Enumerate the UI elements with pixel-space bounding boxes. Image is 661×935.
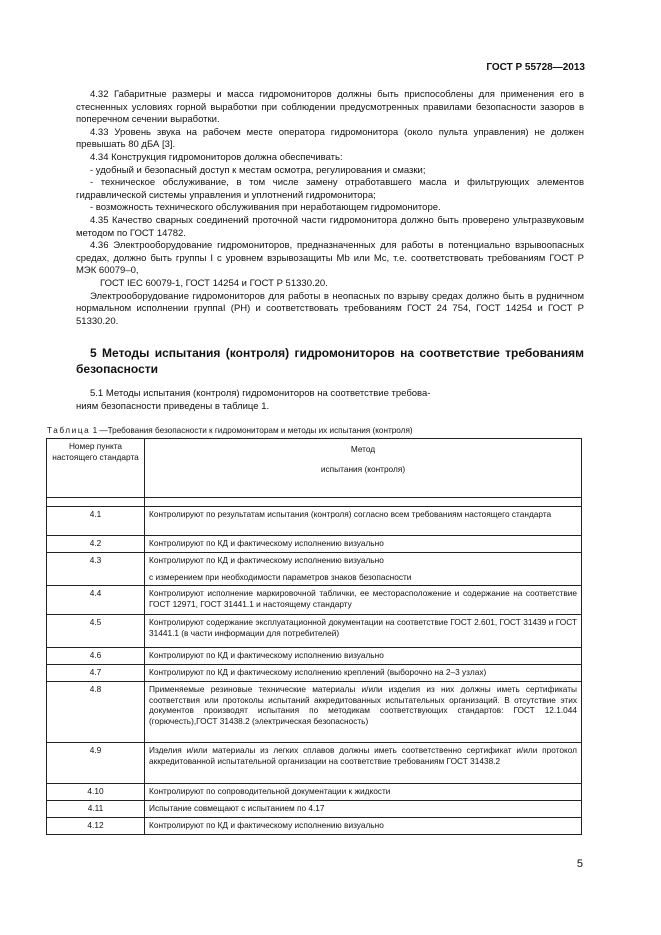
requirements-text [76, 89, 584, 328]
table-row [47, 586, 582, 615]
paragraph-4-34: 4.34 Конструкция гидромониторов должна обеспечивать: [90, 151, 343, 163]
table-row [47, 553, 582, 586]
row-method: Контролируют по КД и фактическому исполнению визуально [145, 648, 582, 665]
header-clause-number: Номер пункта настоящего стандарта [47, 439, 145, 498]
row-number: 4.10 [47, 784, 145, 801]
requirements-table [46, 438, 582, 835]
row-number: 4.9 [47, 743, 145, 784]
table-caption-text: 1 —Требования безопасности к гидромониторам и методы их испытания (контроля) [90, 426, 413, 435]
table-row [47, 743, 582, 784]
row-method: Контролируют по КД и фактическому исполнению креплений (выборочно на 2–3 узлах) [145, 665, 582, 682]
row-number: 4.6 [47, 648, 145, 665]
intro-line-2: ниям безопасности приведены в таблице 1. [76, 400, 270, 412]
table-row [47, 536, 582, 553]
section-title: 5 Методы испытания (контроля) гидромониторов на соответствие требованиям безопасности [76, 346, 584, 376]
row-method: Контролируют исполнение маркировочной таблички, ее месторасположение и содержание на соответствие ГОСТ 12971, ГОСТ 31441.1 и настоящему стандарту [145, 586, 582, 615]
row-number: 4.4 [47, 586, 145, 615]
header-method [145, 439, 582, 498]
table-row [47, 665, 582, 682]
paragraph-4-36: 4.36 Электрооборудование гидромониторов, предназначенных для работы в потенциально взрывоопасных средах, должно быть группы I с уровнем взрывозащиты Mb или Mc, т.е. соответствовать требованиям ГОСТ Р МЭК 60079–0, [76, 240, 584, 277]
header-method-line-1: Метод [350, 444, 376, 454]
list-item-service: - возможность технического обслуживания при неработающем гидромониторе. [90, 202, 441, 214]
row-number: 4.12 [47, 818, 145, 835]
row-method-line-2: с измерением при необходимости параметров знаков безопасности [149, 571, 412, 582]
row-method: Контролируют содержание эксплуатационной документации на соответствие ГОСТ 2.601, ГОСТ 31439 и ГОСТ 31441.1 (в части информации для потребителей) [145, 615, 582, 648]
table-caption-word: Таблица [47, 426, 91, 435]
section-intro [76, 388, 476, 413]
row-number: 4.7 [47, 665, 145, 682]
table-row [47, 507, 582, 536]
row-method: Применяемые резиновые технические материалы и/или изделия из них должны иметь сертификаты соответствия или протоколы испытаний аккредитованных испытательных организаций. В отсутствие этих документов производят испытания по методикам соответствующих стандартов: ГОСТ 12.1.044 (горючесть),ГОСТ 31438.2 (электрическая безопасность) [145, 682, 582, 743]
paragraph-4-35: 4.35 Качество сварных соединений проточной части гидромонитора должно быть проверено ультразвуковым методом по ГОСТ 14782. [76, 214, 584, 239]
paragraph-non-hazardous: Электрооборудование гидромониторов для работы в неопасных по взрыву средах должно быть в рудничном нормальном исполнении группаI (РН) и соответствовать требованиям ГОСТ 24 754, ГОСТ 14254 и ГОСТ Р 51330.20. [76, 290, 584, 327]
table-row [47, 648, 582, 665]
row-method-line-1: Контролируют по КД и фактическому исполнению визуально [149, 555, 384, 565]
row-method: Контролируют по результатам испытания (контроля) согласно всем требованиям настоящего стандарта [145, 507, 582, 536]
list-item-access: - удобный и безопасный доступ к местам осмотра, регулирования и смазки; [90, 164, 426, 176]
paragraph-4-36-standards: ГОСТ IEC 60079-1, ГОСТ 14254 и ГОСТ Р 51330.20. [100, 277, 328, 289]
document-header: ГОСТ Р 55728—2013 [486, 62, 585, 73]
table-row [47, 818, 582, 835]
table-spacer-row [47, 498, 582, 507]
list-item-maintenance: - техническое обслуживание, в том числе замену отработавшего масла и фильтрующих элементов гидравлической системы управления и уплотнений гидромонитора; [76, 177, 584, 201]
row-method: Изделия и/или материалы из легких сплавов должны иметь соответственно сертификат и/или протокол аккредитованной испытательной организации на соответствие требованиям ГОСТ 31438.2 [145, 743, 582, 784]
row-method [145, 553, 582, 586]
table-caption [47, 426, 413, 435]
row-number: 4.5 [47, 615, 145, 648]
row-method: Контролируют по сопроводительной документации к жидкости [145, 784, 582, 801]
paragraph-4-33: 4.33 Уровень звука на рабочем месте оператора гидромонитора (около пульта управления) не должен превышать 80 дБА [3]. [76, 126, 584, 151]
table-row [47, 801, 582, 818]
row-number: 4.2 [47, 536, 145, 553]
row-number: 4.3 [47, 553, 145, 586]
table-row [47, 615, 582, 648]
header-method-line-2: испытания (контроля) [320, 463, 406, 474]
table-row [47, 682, 582, 743]
intro-line-1: 5.1 Методы испытания (контроля) гидромониторов на соответствие требова- [90, 388, 431, 399]
row-number: 4.8 [47, 682, 145, 743]
row-method: Испытание совмещают с испытанием по 4.17 [145, 801, 582, 818]
section-heading [76, 345, 584, 377]
row-number: 4.1 [47, 507, 145, 536]
page-number: 5 [576, 858, 583, 870]
paragraph-4-32: 4.32 Габаритные размеры и масса гидромониторов должны быть приспособлены для применения его в стесненных условиях горной выработки при соблюдении предусмотренных правилами безопасности зазоров в поперечном сечении выработки. [76, 89, 584, 126]
row-method: Контролируют по КД и фактическому исполнению визуально [145, 818, 582, 835]
row-number: 4.11 [47, 801, 145, 818]
table-row [47, 784, 582, 801]
row-method: Контролируют по КД и фактическому исполнению визуально [145, 536, 582, 553]
table-header-row [47, 439, 582, 498]
